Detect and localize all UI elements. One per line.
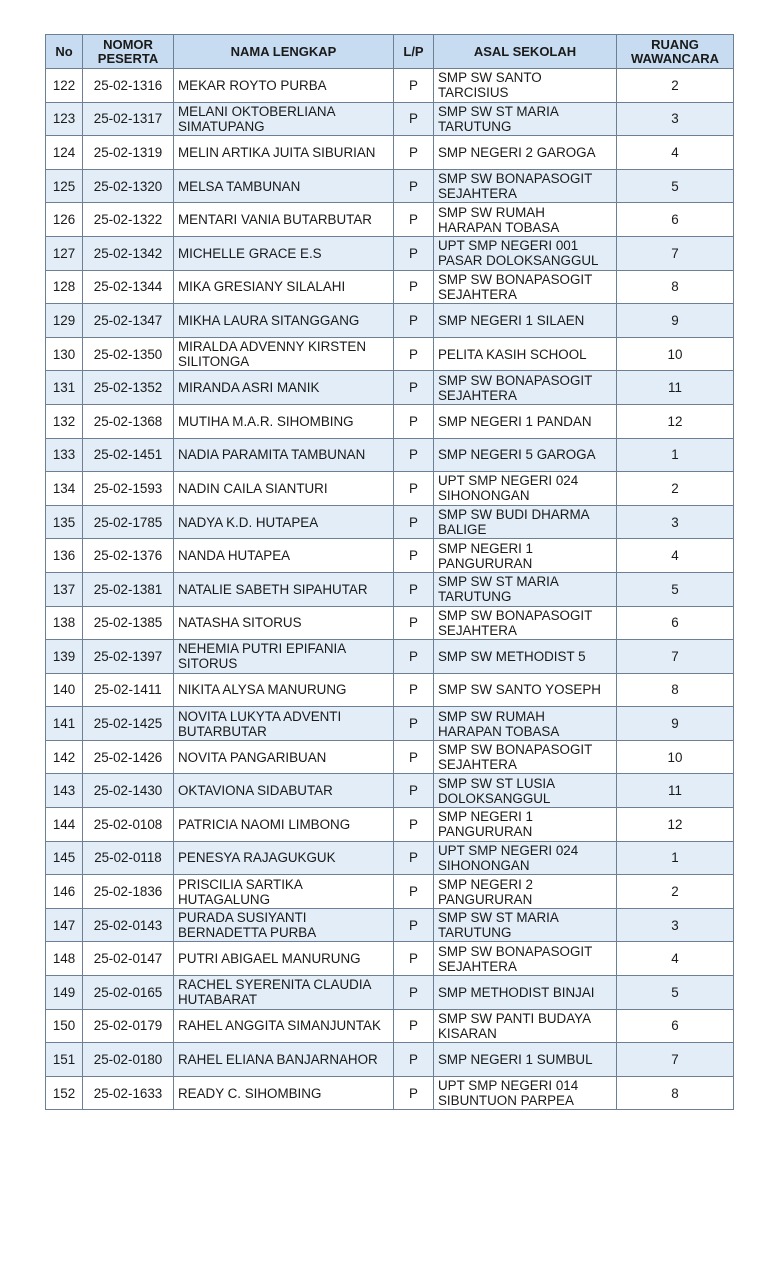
cell-no: 148 — [46, 942, 83, 976]
cell-asal-sekolah: SMP SW BONAPASOGIT SEJAHTERA — [434, 270, 617, 304]
cell-ruang-wawancara: 8 — [617, 1076, 734, 1110]
header-row — [46, 35, 734, 69]
cell-nama-lengkap: NOVITA PANGARIBUAN — [174, 740, 394, 774]
cell-ruang-wawancara: 5 — [617, 976, 734, 1010]
table-row — [46, 808, 734, 842]
cell-lp: P — [394, 942, 434, 976]
table-row — [46, 942, 734, 976]
table-row — [46, 472, 734, 506]
cell-ruang-wawancara: 4 — [617, 942, 734, 976]
cell-ruang-wawancara: 6 — [617, 1009, 734, 1043]
cell-nomor-peserta: 25-02-1342 — [83, 236, 174, 270]
cell-lp: P — [394, 1043, 434, 1077]
cell-nama-lengkap: NADIN CAILA SIANTURI — [174, 472, 394, 506]
cell-nomor-peserta: 25-02-1426 — [83, 740, 174, 774]
cell-lp: P — [394, 841, 434, 875]
cell-nomor-peserta: 25-02-0143 — [83, 908, 174, 942]
table-row — [46, 169, 734, 203]
header-ruang-wawancara — [617, 35, 734, 69]
cell-asal-sekolah: SMP SW BONAPASOGIT SEJAHTERA — [434, 606, 617, 640]
cell-lp: P — [394, 1076, 434, 1110]
cell-lp: P — [394, 371, 434, 405]
table-row — [46, 707, 734, 741]
cell-nama-lengkap: MELIN ARTIKA JUITA SIBURIAN — [174, 136, 394, 170]
cell-nomor-peserta: 25-02-1425 — [83, 707, 174, 741]
table-row — [46, 673, 734, 707]
cell-ruang-wawancara: 11 — [617, 371, 734, 405]
cell-nama-lengkap: PRISCILIA SARTIKA HUTAGALUNG — [174, 875, 394, 909]
table-row — [46, 875, 734, 909]
cell-no: 135 — [46, 505, 83, 539]
cell-nama-lengkap: MIKHA LAURA SITANGGANG — [174, 304, 394, 338]
cell-nomor-peserta: 25-02-1352 — [83, 371, 174, 405]
cell-asal-sekolah: SMP NEGERI 1 PANGURURAN — [434, 808, 617, 842]
cell-lp: P — [394, 572, 434, 606]
cell-nama-lengkap: MEKAR ROYTO PURBA — [174, 69, 394, 103]
cell-no: 139 — [46, 640, 83, 674]
cell-nomor-peserta: 25-02-1316 — [83, 69, 174, 103]
cell-nomor-peserta: 25-02-0180 — [83, 1043, 174, 1077]
cell-nomor-peserta: 25-02-1633 — [83, 1076, 174, 1110]
cell-no: 141 — [46, 707, 83, 741]
cell-lp: P — [394, 102, 434, 136]
cell-ruang-wawancara: 2 — [617, 472, 734, 506]
cell-asal-sekolah: UPT SMP NEGERI 024 SIHONONGAN — [434, 841, 617, 875]
cell-nama-lengkap: MELSA TAMBUNAN — [174, 169, 394, 203]
cell-ruang-wawancara: 10 — [617, 740, 734, 774]
cell-asal-sekolah: SMP SW BUDI DHARMA BALIGE — [434, 505, 617, 539]
cell-nama-lengkap: NOVITA LUKYTA ADVENTI BUTARBUTAR — [174, 707, 394, 741]
cell-nomor-peserta: 25-02-1593 — [83, 472, 174, 506]
cell-asal-sekolah: SMP NEGERI 2 PANGURURAN — [434, 875, 617, 909]
cell-no: 131 — [46, 371, 83, 405]
cell-ruang-wawancara: 8 — [617, 270, 734, 304]
cell-nama-lengkap: RAHEL ANGGITA SIMANJUNTAK — [174, 1009, 394, 1043]
cell-lp: P — [394, 673, 434, 707]
header-nomor-line-1: NOMOR — [103, 36, 153, 52]
cell-no: 130 — [46, 337, 83, 371]
cell-ruang-wawancara: 5 — [617, 572, 734, 606]
cell-nomor-peserta: 25-02-1785 — [83, 505, 174, 539]
cell-lp: P — [394, 304, 434, 338]
cell-lp: P — [394, 136, 434, 170]
cell-no: 143 — [46, 774, 83, 808]
cell-no: 125 — [46, 169, 83, 203]
table-row — [46, 236, 734, 270]
cell-asal-sekolah: SMP SW RUMAH HARAPAN TOBASA — [434, 203, 617, 237]
cell-no: 124 — [46, 136, 83, 170]
cell-ruang-wawancara: 7 — [617, 640, 734, 674]
cell-lp: P — [394, 337, 434, 371]
cell-no: 133 — [46, 438, 83, 472]
cell-ruang-wawancara: 1 — [617, 438, 734, 472]
cell-nama-lengkap: MIRALDA ADVENNY KIRSTEN SILITONGA — [174, 337, 394, 371]
cell-nomor-peserta: 25-02-1317 — [83, 102, 174, 136]
table-row — [46, 1076, 734, 1110]
cell-nomor-peserta: 25-02-1836 — [83, 875, 174, 909]
cell-nama-lengkap: NIKITA ALYSA MANURUNG — [174, 673, 394, 707]
cell-nama-lengkap: MENTARI VANIA BUTARBUTAR — [174, 203, 394, 237]
cell-lp: P — [394, 640, 434, 674]
header-lp: L/P — [394, 35, 434, 69]
cell-ruang-wawancara: 7 — [617, 236, 734, 270]
cell-ruang-wawancara: 12 — [617, 808, 734, 842]
cell-nomor-peserta: 25-02-1381 — [83, 572, 174, 606]
cell-asal-sekolah: SMP NEGERI 1 SUMBUL — [434, 1043, 617, 1077]
cell-lp: P — [394, 270, 434, 304]
cell-lp: P — [394, 908, 434, 942]
cell-nama-lengkap: PATRICIA NAOMI LIMBONG — [174, 808, 394, 842]
cell-ruang-wawancara: 8 — [617, 673, 734, 707]
cell-no: 126 — [46, 203, 83, 237]
cell-nomor-peserta: 25-02-1350 — [83, 337, 174, 371]
cell-no: 129 — [46, 304, 83, 338]
cell-lp: P — [394, 539, 434, 573]
cell-ruang-wawancara: 11 — [617, 774, 734, 808]
table-row — [46, 270, 734, 304]
table-row — [46, 539, 734, 573]
cell-no: 128 — [46, 270, 83, 304]
cell-lp: P — [394, 472, 434, 506]
cell-nama-lengkap: PURADA SUSIYANTI BERNADETTA PURBA — [174, 908, 394, 942]
cell-no: 122 — [46, 69, 83, 103]
table-row — [46, 841, 734, 875]
cell-ruang-wawancara: 2 — [617, 69, 734, 103]
cell-no: 146 — [46, 875, 83, 909]
cell-no: 142 — [46, 740, 83, 774]
cell-nomor-peserta: 25-02-1368 — [83, 404, 174, 438]
cell-asal-sekolah: SMP NEGERI 1 SILAEN — [434, 304, 617, 338]
cell-asal-sekolah: SMP SW SANTO TARCISIUS — [434, 69, 617, 103]
cell-no: 147 — [46, 908, 83, 942]
cell-asal-sekolah: SMP SW SANTO YOSEPH — [434, 673, 617, 707]
cell-asal-sekolah: SMP NEGERI 2 GAROGA — [434, 136, 617, 170]
cell-asal-sekolah: UPT SMP NEGERI 024 SIHONONGAN — [434, 472, 617, 506]
cell-nomor-peserta: 25-02-1322 — [83, 203, 174, 237]
cell-nama-lengkap: MICHELLE GRACE E.S — [174, 236, 394, 270]
cell-no: 137 — [46, 572, 83, 606]
table-row — [46, 505, 734, 539]
cell-no: 151 — [46, 1043, 83, 1077]
cell-no: 127 — [46, 236, 83, 270]
cell-lp: P — [394, 808, 434, 842]
cell-nomor-peserta: 25-02-0179 — [83, 1009, 174, 1043]
table-row — [46, 908, 734, 942]
cell-asal-sekolah: SMP SW BONAPASOGIT SEJAHTERA — [434, 169, 617, 203]
cell-nama-lengkap: RAHEL ELIANA BANJARNAHOR — [174, 1043, 394, 1077]
cell-lp: P — [394, 707, 434, 741]
cell-lp: P — [394, 976, 434, 1010]
cell-asal-sekolah: SMP SW BONAPASOGIT SEJAHTERA — [434, 942, 617, 976]
cell-nomor-peserta: 25-02-0165 — [83, 976, 174, 1010]
cell-nomor-peserta: 25-02-1411 — [83, 673, 174, 707]
cell-lp: P — [394, 1009, 434, 1043]
cell-no: 149 — [46, 976, 83, 1010]
cell-asal-sekolah: SMP SW ST MARIA TARUTUNG — [434, 102, 617, 136]
cell-asal-sekolah: SMP SW BONAPASOGIT SEJAHTERA — [434, 740, 617, 774]
cell-asal-sekolah: UPT SMP NEGERI 001 PASAR DOLOKSANGGUL — [434, 236, 617, 270]
cell-asal-sekolah: SMP SW ST MARIA TARUTUNG — [434, 908, 617, 942]
cell-ruang-wawancara: 4 — [617, 539, 734, 573]
table-row — [46, 1009, 734, 1043]
cell-asal-sekolah: SMP SW PANTI BUDAYA KISARAN — [434, 1009, 617, 1043]
cell-nama-lengkap: NEHEMIA PUTRI EPIFANIA SITORUS — [174, 640, 394, 674]
cell-no: 140 — [46, 673, 83, 707]
cell-nomor-peserta: 25-02-1376 — [83, 539, 174, 573]
table-row — [46, 438, 734, 472]
cell-nama-lengkap: MIKA GRESIANY SILALAHI — [174, 270, 394, 304]
table-row — [46, 203, 734, 237]
cell-nama-lengkap: NANDA HUTAPEA — [174, 539, 394, 573]
header-no: No — [46, 35, 83, 69]
cell-nama-lengkap: PENESYA RAJAGUKGUK — [174, 841, 394, 875]
header-ruang-line-2: WAWANCARA — [630, 50, 720, 66]
cell-nama-lengkap: NADYA K.D. HUTAPEA — [174, 505, 394, 539]
table-row — [46, 1043, 734, 1077]
table-body — [46, 69, 734, 1110]
cell-lp: P — [394, 875, 434, 909]
cell-ruang-wawancara: 3 — [617, 505, 734, 539]
cell-no: 138 — [46, 606, 83, 640]
cell-nama-lengkap: NATALIE SABETH SIPAHUTAR — [174, 572, 394, 606]
cell-lp: P — [394, 505, 434, 539]
cell-asal-sekolah: SMP METHODIST BINJAI — [434, 976, 617, 1010]
table-row — [46, 774, 734, 808]
cell-nama-lengkap: NADIA PARAMITA TAMBUNAN — [174, 438, 394, 472]
cell-ruang-wawancara: 3 — [617, 908, 734, 942]
cell-nama-lengkap: READY C. SIHOMBING — [174, 1076, 394, 1110]
cell-ruang-wawancara: 4 — [617, 136, 734, 170]
table-row — [46, 606, 734, 640]
cell-nama-lengkap: OKTAVIONA SIDABUTAR — [174, 774, 394, 808]
cell-ruang-wawancara: 7 — [617, 1043, 734, 1077]
cell-asal-sekolah: SMP NEGERI 1 PANDAN — [434, 404, 617, 438]
header-asal-sekolah: ASAL SEKOLAH — [434, 35, 617, 69]
cell-no: 132 — [46, 404, 83, 438]
table-row — [46, 102, 734, 136]
cell-nama-lengkap: NATASHA SITORUS — [174, 606, 394, 640]
cell-ruang-wawancara: 10 — [617, 337, 734, 371]
table-row — [46, 640, 734, 674]
cell-ruang-wawancara: 6 — [617, 606, 734, 640]
cell-lp: P — [394, 438, 434, 472]
header-nama-lengkap: NAMA LENGKAP — [174, 35, 394, 69]
cell-lp: P — [394, 740, 434, 774]
cell-asal-sekolah: SMP SW METHODIST 5 — [434, 640, 617, 674]
cell-no: 144 — [46, 808, 83, 842]
cell-asal-sekolah: SMP NEGERI 5 GAROGA — [434, 438, 617, 472]
table-row — [46, 371, 734, 405]
cell-lp: P — [394, 236, 434, 270]
header-nomor-line-2: PESERTA — [97, 50, 159, 66]
table-row — [46, 572, 734, 606]
table-row — [46, 404, 734, 438]
cell-asal-sekolah: SMP SW RUMAH HARAPAN TOBASA — [434, 707, 617, 741]
cell-lp: P — [394, 169, 434, 203]
cell-nama-lengkap: MIRANDA ASRI MANIK — [174, 371, 394, 405]
cell-asal-sekolah: PELITA KASIH SCHOOL — [434, 337, 617, 371]
cell-nomor-peserta: 25-02-0108 — [83, 808, 174, 842]
cell-ruang-wawancara: 5 — [617, 169, 734, 203]
participant-table — [45, 34, 734, 1110]
cell-nomor-peserta: 25-02-0147 — [83, 942, 174, 976]
cell-ruang-wawancara: 6 — [617, 203, 734, 237]
cell-lp: P — [394, 404, 434, 438]
cell-ruang-wawancara: 2 — [617, 875, 734, 909]
table-row — [46, 304, 734, 338]
cell-lp: P — [394, 606, 434, 640]
table-row — [46, 337, 734, 371]
cell-no: 145 — [46, 841, 83, 875]
cell-nama-lengkap: PUTRI ABIGAEL MANURUNG — [174, 942, 394, 976]
cell-nama-lengkap: MUTIHA M.A.R. SIHOMBING — [174, 404, 394, 438]
cell-ruang-wawancara: 9 — [617, 304, 734, 338]
cell-nomor-peserta: 25-02-0118 — [83, 841, 174, 875]
cell-asal-sekolah: SMP SW ST MARIA TARUTUNG — [434, 572, 617, 606]
cell-ruang-wawancara: 3 — [617, 102, 734, 136]
cell-no: 136 — [46, 539, 83, 573]
cell-asal-sekolah: UPT SMP NEGERI 014 SIBUNTUON PARPEA — [434, 1076, 617, 1110]
cell-lp: P — [394, 774, 434, 808]
cell-nomor-peserta: 25-02-1397 — [83, 640, 174, 674]
cell-nomor-peserta: 25-02-1320 — [83, 169, 174, 203]
cell-nomor-peserta: 25-02-1347 — [83, 304, 174, 338]
table-row — [46, 136, 734, 170]
table-row — [46, 976, 734, 1010]
participant-table-sheet — [45, 34, 733, 1110]
cell-lp: P — [394, 203, 434, 237]
table-header — [46, 35, 734, 69]
cell-no: 123 — [46, 102, 83, 136]
header-ruang-line-1: RUANG — [651, 36, 699, 52]
cell-asal-sekolah: SMP SW BONAPASOGIT SEJAHTERA — [434, 371, 617, 405]
cell-nomor-peserta: 25-02-1430 — [83, 774, 174, 808]
table-row — [46, 740, 734, 774]
cell-nomor-peserta: 25-02-1319 — [83, 136, 174, 170]
cell-ruang-wawancara: 9 — [617, 707, 734, 741]
cell-ruang-wawancara: 12 — [617, 404, 734, 438]
cell-nomor-peserta: 25-02-1451 — [83, 438, 174, 472]
cell-no: 134 — [46, 472, 83, 506]
cell-no: 150 — [46, 1009, 83, 1043]
cell-no: 152 — [46, 1076, 83, 1110]
table-row — [46, 69, 734, 103]
cell-nomor-peserta: 25-02-1344 — [83, 270, 174, 304]
cell-asal-sekolah: SMP NEGERI 1 PANGURURAN — [434, 539, 617, 573]
header-nomor-peserta — [83, 35, 174, 69]
cell-lp: P — [394, 69, 434, 103]
cell-nama-lengkap: RACHEL SYERENITA CLAUDIA HUTABARAT — [174, 976, 394, 1010]
cell-nomor-peserta: 25-02-1385 — [83, 606, 174, 640]
cell-nama-lengkap: MELANI OKTOBERLIANA SIMATUPANG — [174, 102, 394, 136]
cell-asal-sekolah: SMP SW ST LUSIA DOLOKSANGGUL — [434, 774, 617, 808]
cell-ruang-wawancara: 1 — [617, 841, 734, 875]
